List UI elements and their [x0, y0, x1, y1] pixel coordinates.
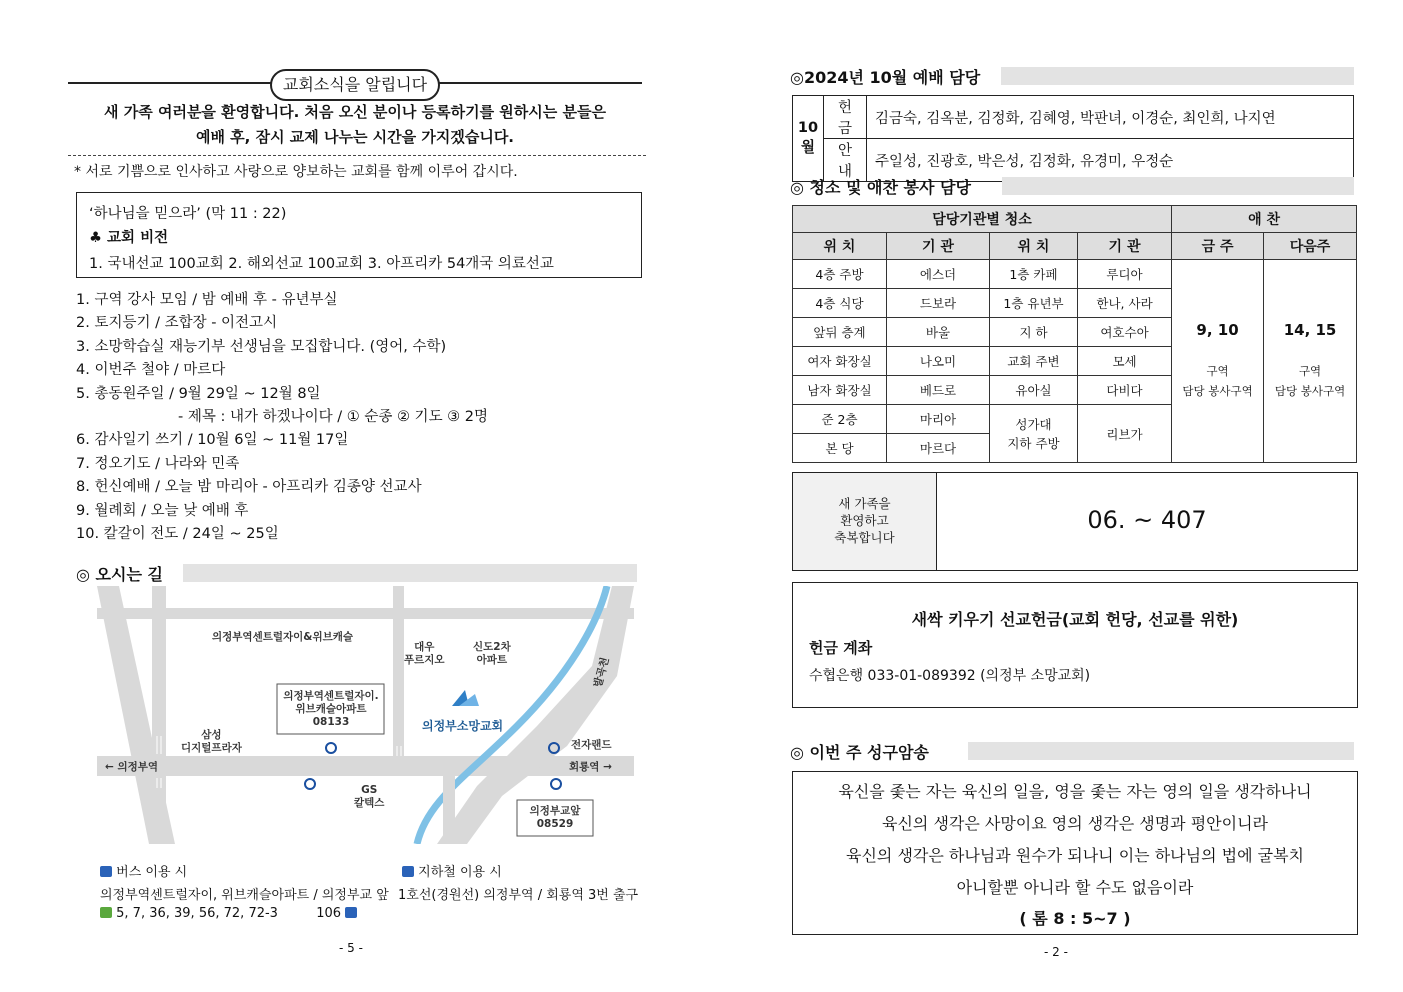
bus-legend: [100, 861, 187, 880]
verse-line: 육신의 생각은 하나님과 원수가 되나니 이는 하나님의 법에 굴복치: [845, 846, 1304, 865]
directions-heading: ◎ 오시는 길: [76, 565, 163, 584]
list-item: 9. 월례회 / 오늘 낮 예배 후: [76, 502, 249, 519]
memorize-heading: ◎ 이번 주 성구암송: [790, 743, 929, 762]
welcome-line-1: 새 가족 여러분을 환영합니다. 처음 오신 분이나 등록하기를 원하시는 분들은: [104, 103, 606, 121]
announcement-list: [76, 290, 488, 547]
subway-title: 지하철 이용 시: [418, 865, 502, 880]
worship-heading-bar: [1001, 67, 1354, 85]
vision-text: 1. 국내선교 100교회 2. 해외선교 100교회 3. 아프리카 54개국 의료선교: [89, 256, 554, 272]
map-label-daewoo: 대우 푸르지오: [404, 641, 445, 666]
directions-heading-bar: [183, 564, 637, 582]
new-family-label: 새 가족을 환영하고 축복합니다: [834, 496, 895, 545]
col-header: 기 관: [1078, 233, 1172, 260]
table-cell: 마리아: [887, 405, 990, 434]
blue-bus-icon: [345, 907, 357, 918]
table-cell: 교회 주변: [990, 347, 1078, 376]
new-family-box: [792, 472, 1358, 571]
table-cell: 유아실: [990, 376, 1078, 405]
map-label-stream: 발곡천: [592, 656, 612, 689]
table-cell: 베드로: [887, 376, 990, 405]
table-cell: 여자 화장실: [793, 347, 887, 376]
table-cell: 4층 식당: [793, 289, 887, 318]
table-cell: 지 하: [990, 318, 1078, 347]
col-header: 위 치: [793, 233, 887, 260]
offering-account-label: 헌금 계좌: [809, 639, 873, 657]
table-cell: 앞뒤 층계: [793, 318, 887, 347]
table-cell: 준 2층: [793, 405, 887, 434]
subway-text: 1호선(경원선) 의정부역 / 회룡역 3번 출구: [398, 888, 639, 903]
verse-line: 육신의 생각은 사망이요 영의 생각은 생명과 평안이니라: [881, 814, 1268, 833]
offering-title: 새싹 키우기 선교헌금(교회 헌당, 선교를 위한): [911, 610, 1239, 629]
meal-this-week: 9, 10: [1196, 321, 1239, 339]
table-cell: 에스더: [887, 260, 990, 289]
meal-next-week: 14, 15: [1283, 321, 1337, 339]
cleaning-heading: ◎ 청소 및 애찬 봉사 담당: [790, 178, 971, 197]
table-cell: 루디아: [1078, 260, 1172, 289]
table-cell: 남자 화장실: [793, 376, 887, 405]
meal-next-week-cell: [1264, 260, 1357, 463]
verse-reference-right: ( 롬 8 : 5~7 ): [1019, 909, 1131, 928]
worship-table: [792, 95, 1354, 182]
table-cell: 성가대 지하 주방: [990, 405, 1078, 463]
table-cell: 마르다: [887, 434, 990, 463]
cleaning-header: 담당기관별 청소: [793, 206, 1172, 233]
bus-icon: [100, 866, 112, 877]
col-header: 위 치: [990, 233, 1078, 260]
list-item: 3. 소망학습실 재능기부 선생님을 모집합니다. (영어, 수학): [76, 338, 447, 355]
table-cell: 드보라: [887, 289, 990, 318]
page-number-right: - 2 -: [1044, 945, 1068, 959]
map-label-samsung: 삼성 디지털프라자: [181, 729, 242, 754]
table-cell: 모세: [1078, 347, 1172, 376]
location-map: [97, 586, 634, 844]
list-item: 1. 구역 강사 모임 / 밤 예배 후 - 유년부실: [76, 292, 338, 308]
worship-names: 김금숙, 김옥분, 김정화, 김혜영, 박판녀, 이경순, 최인희, 나지연: [867, 96, 1354, 139]
vision-title: ♣ 교회 비전: [89, 230, 169, 246]
memorize-heading-bar: [968, 742, 1354, 760]
verse-box: [792, 771, 1358, 935]
verse-line: 육신을 좇는 자는 육신의 일을, 영을 좇는 자는 영의 일을 생각하나니: [838, 782, 1312, 801]
bus-title: 버스 이용 시: [116, 865, 188, 880]
bus-stops: 의정부역센트럴자이, 위브캐슬아파트 / 의정부교 앞: [100, 888, 389, 903]
new-family-value: 06. ~ 407: [1087, 506, 1207, 534]
bus-numbers: 5, 7, 36, 39, 56, 72, 72-3: [116, 906, 278, 921]
subway-icon: [402, 866, 414, 877]
map-label-church: 의정부소망교회: [422, 719, 504, 733]
table-cell: 4층 주방: [793, 260, 887, 289]
verse-line: 아니할뿐 아니라 할 수도 없음이라: [956, 878, 1194, 897]
welcome-line-2: 예배 후, 잠시 교제 나누는 시간을 가지겠습니다.: [195, 128, 515, 146]
cleaning-table: [792, 205, 1357, 463]
table-cell: 본 당: [793, 434, 887, 463]
meal-sub-this: 구역 담당 봉사구역: [1182, 364, 1253, 398]
map-label-sindo: 신도2차 아파트: [473, 641, 511, 666]
page-number-left: - 5 -: [339, 941, 363, 955]
col-header: 금 주: [1172, 233, 1264, 260]
offering-box: [792, 582, 1358, 708]
table-cell: 나오미: [887, 347, 990, 376]
list-item: 8. 헌신예배 / 오늘 밤 마리아 - 아프리카 김종양 선교사: [76, 479, 422, 496]
table-cell: 여호수아: [1078, 318, 1172, 347]
cleaning-heading-bar: [1002, 177, 1354, 195]
list-item: 2. 토지등기 / 조합장 - 이전고시: [76, 315, 278, 332]
meal-header: 애 찬: [1172, 206, 1357, 233]
col-header: 다음주: [1264, 233, 1357, 260]
new-family-label-cell: [793, 473, 937, 570]
map-label-hoeryong-station: 회룡역 →: [569, 761, 612, 773]
table-cell: 1층 유년부: [990, 289, 1078, 318]
list-item: 4. 이번주 철야 / 마르다: [76, 362, 226, 379]
subway-legend: [402, 861, 502, 880]
meal-sub-next: 구역 담당 봉사구역: [1274, 364, 1346, 398]
list-item: 6. 감사일기 쓰기 / 10월 6일 ~ 11월 17일: [76, 432, 349, 449]
green-bus-icon: [100, 907, 112, 918]
worship-names: 주일성, 진광호, 박은성, 김정화, 유경미, 우정순: [867, 139, 1354, 182]
vision-box: [76, 192, 642, 278]
verse-reference: ‘하나님을 믿으라’ (막 11 : 22): [89, 206, 287, 222]
worship-role: 안내: [824, 139, 867, 182]
dashed-divider: [68, 155, 646, 156]
map-label-stop2: 의정부교앞 08529: [529, 805, 581, 830]
news-title: 교회소식을 알립니다: [270, 69, 440, 101]
list-item: 5. 총동원주일 / 9월 29일 ~ 12월 8일: [76, 385, 321, 402]
table-cell: 다비다: [1078, 376, 1172, 405]
offering-account: 수협은행 033-01-089392 (의정부 소망교회): [809, 668, 1091, 684]
table-cell: 1층 카페: [990, 260, 1078, 289]
list-item: 7. 정오기도 / 나라와 민족: [76, 455, 240, 472]
table-cell: 리브가: [1078, 405, 1172, 463]
list-item: 10. 칼갈이 전도 / 24일 ~ 25일: [76, 525, 279, 542]
map-label-uijeongbu-station: ← 의정부역: [105, 761, 159, 773]
list-item: - 제목 : 내가 하겠나이다 / ① 순종 ② 기도 ③ 2명: [178, 408, 489, 425]
map-label-gs: GS 칼텍스: [354, 784, 385, 809]
table-cell: 한나, 사라: [1078, 289, 1172, 318]
bus-number-2: 106: [316, 906, 342, 921]
col-header: 기 관: [887, 233, 990, 260]
meal-this-week-cell: [1172, 260, 1264, 463]
bus-numbers-row: [100, 906, 357, 921]
map-label-electroland: 전자랜드: [571, 739, 612, 751]
map-label-stop1: 의정부역센트럴자이. 위브캐슬아파트 08133: [283, 690, 379, 728]
map-label-building: 의정부역센트럴자이&위브캐슬: [212, 631, 354, 643]
table-cell: 바울: [887, 318, 990, 347]
worship-role: 헌금: [824, 96, 867, 139]
greeting-note: * 서로 기쁨으로 인사하고 사랑으로 양보하는 교회를 함께 이루어 갑시다.: [74, 164, 518, 180]
worship-heading: ◎2024년 10월 예배 담당: [790, 68, 981, 87]
worship-month: 10월: [793, 96, 824, 182]
